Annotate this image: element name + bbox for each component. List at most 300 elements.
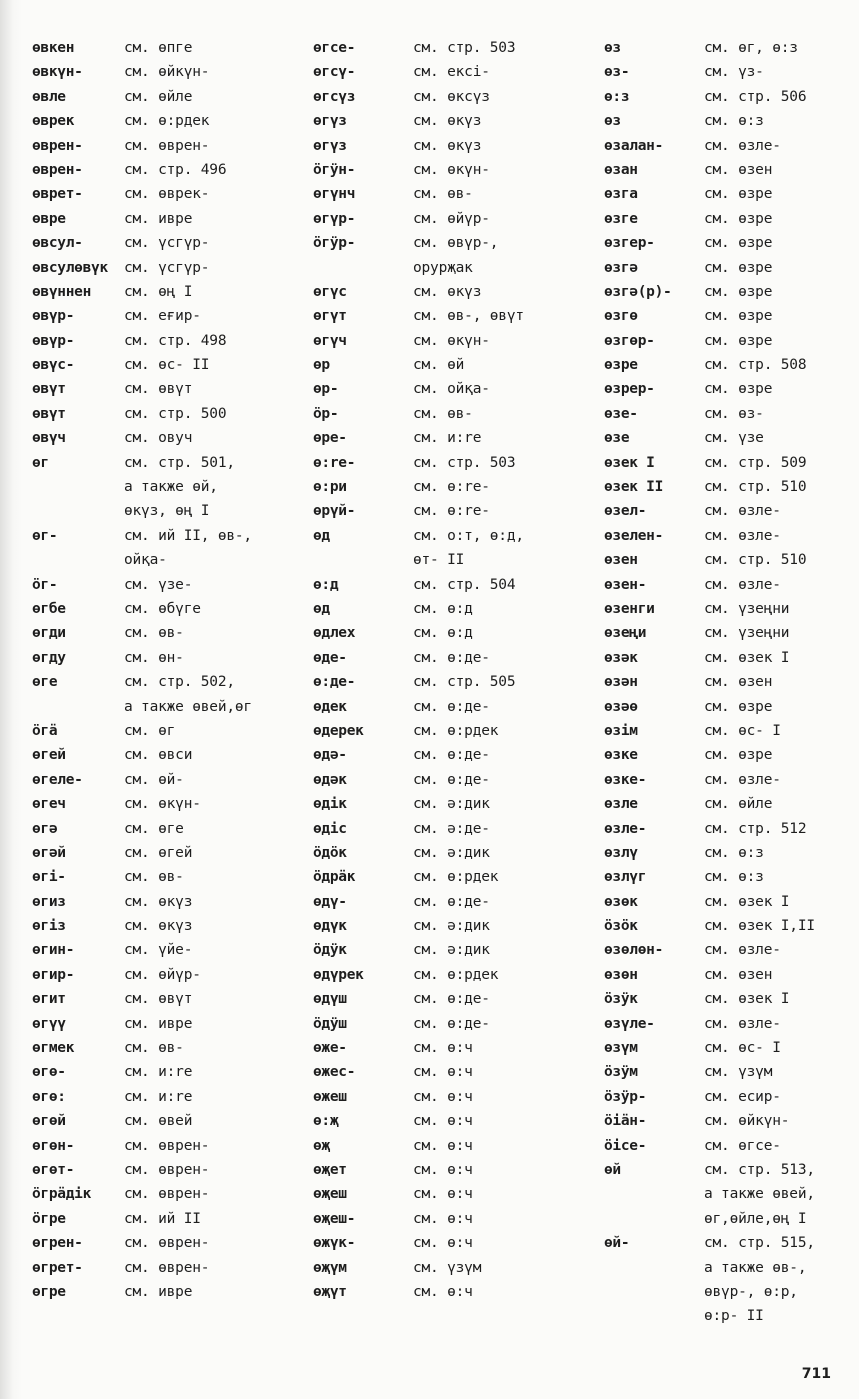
headword: өзәө (604, 698, 638, 715)
cross-reference: см. ө:де- (413, 1015, 490, 1032)
headword: ө:re- (313, 454, 356, 471)
cross-reference: а также өвей,өг (124, 698, 252, 715)
headword: өз- (604, 64, 630, 81)
headword: өврен- (32, 161, 83, 178)
headword: өзүм (604, 1040, 638, 1057)
cross-reference: см. өз- (704, 405, 764, 422)
cross-reference: см. ө:з (704, 113, 764, 130)
headword: өр- (313, 381, 339, 398)
cross-reference: см. өн- (124, 649, 184, 666)
headword: өзре (604, 357, 638, 374)
cross-reference: см. өзре (704, 210, 773, 227)
headword: өгир- (32, 966, 75, 983)
headword: өгрет- (32, 1259, 83, 1276)
headword: өзүле- (604, 1015, 655, 1032)
cross-reference: см. өкүз (413, 113, 482, 130)
cross-reference: см. стр. 498 (124, 332, 227, 349)
headword: өвкүн- (32, 64, 83, 81)
cross-reference: см. өс- I (704, 722, 781, 739)
headword: өврет- (32, 186, 83, 203)
headword: өгей (32, 747, 66, 764)
headword: өврен- (32, 137, 83, 154)
cross-reference: см. ә:дик (413, 844, 490, 861)
cross-reference: см. өзек I,II (704, 918, 815, 935)
headword: өдіс (313, 820, 347, 837)
headword: өзәк (604, 649, 638, 666)
headword: өгре (32, 1283, 66, 1300)
cross-reference: см. өзре (704, 381, 773, 398)
headword: өгө: (32, 1088, 66, 1105)
cross-reference: өкүз, өң I (124, 503, 210, 520)
headword: ө:з (604, 88, 630, 105)
cross-reference: см. өвүр-, (413, 235, 499, 252)
cross-reference: см. ө:де- (413, 771, 490, 788)
cross-reference: см. өйкүн- (124, 64, 210, 81)
cross-reference: см. үсгүр- (124, 259, 210, 276)
cross-reference: а также өв-, (704, 1259, 807, 1276)
headword: өгіз (32, 918, 66, 935)
cross-reference: см. стр. 504 (413, 576, 516, 593)
headword: өге (32, 674, 58, 691)
headword: өгүз (313, 113, 347, 130)
cross-reference: см. ө:з (704, 869, 764, 886)
cross-reference: см. стр. 500 (124, 405, 227, 422)
headword: өгди (32, 625, 66, 642)
headword: өре- (313, 430, 347, 447)
cross-reference: см. өң I (124, 283, 193, 300)
cross-reference: см. өзле- (704, 576, 781, 593)
headword: ӧгӱн- (313, 161, 356, 178)
headword: өвүт (32, 381, 66, 398)
cross-reference: см. ө:рдек (124, 113, 210, 130)
headword: өгүт (313, 308, 347, 325)
cross-reference: см. өйле (704, 796, 773, 813)
cross-reference: см. өврен- (124, 137, 210, 154)
headword: ӧзӱк (604, 991, 638, 1008)
cross-reference: см. ө:ч (413, 1113, 473, 1130)
headword: өгиз (32, 893, 66, 910)
cross-reference: өг,өйле,өң I (704, 1210, 807, 1227)
headword: өгөт- (32, 1161, 75, 1178)
cross-reference: см. стр. 510 (704, 552, 807, 569)
cross-reference: см. еғир- (124, 308, 201, 325)
headword: өз (604, 113, 621, 130)
cross-reference: см. үзүм (704, 1064, 773, 1081)
headword: өзгә(р)- (604, 283, 672, 300)
cross-reference: см. ө:ч (413, 1210, 473, 1227)
headword: өгә (32, 820, 58, 837)
headword: өгүр- (313, 210, 356, 227)
cross-reference: см. өврек- (124, 186, 210, 203)
cross-reference: өвүр-, ө:р, (704, 1283, 798, 1300)
headword: ӧр- (313, 405, 339, 422)
headword: өзе- (604, 405, 638, 422)
headword: өгөй (32, 1113, 66, 1130)
cross-reference: см. өг (124, 722, 176, 739)
cross-reference: см. өв- (124, 1040, 184, 1057)
headword: өй (604, 1161, 621, 1178)
cross-reference: см. өзре (704, 698, 773, 715)
cross-reference: см. өйүр- (124, 966, 201, 983)
headword: өр (313, 357, 330, 374)
headword: өгбе (32, 600, 66, 617)
headword: ӧдӱк (313, 942, 347, 959)
cross-reference: см. ө:д (413, 600, 473, 617)
cross-reference: см. өкүн- (124, 796, 201, 813)
headword: өдерек (313, 722, 364, 739)
cross-reference: см. өг, ө:з (704, 40, 798, 56)
cross-reference: см. өйле (124, 88, 193, 105)
headword: өд (313, 600, 330, 617)
cross-reference: см. үзе- (124, 576, 193, 593)
cross-reference: см. ә:дик (413, 796, 490, 813)
cross-reference: см. өзле- (704, 527, 781, 544)
cross-reference: см. өге (124, 820, 184, 837)
cross-reference: см. стр. 512 (704, 820, 807, 837)
cross-reference: см. иврe (124, 1283, 193, 1300)
page-binding-shadow (0, 0, 22, 1399)
headword: өзгө (604, 308, 638, 325)
cross-reference: см. өгсе- (704, 1137, 781, 1154)
headword: өвкен (32, 40, 75, 56)
headword: өд (313, 527, 330, 544)
headword: ө:де- (313, 674, 356, 691)
headword: өзга (604, 186, 638, 203)
headword: өдлех (313, 625, 356, 642)
cross-reference: см. стр. 508 (704, 357, 807, 374)
cross-reference: см. стр. 513, (704, 1161, 815, 1178)
cross-reference: см. өгей (124, 844, 193, 861)
headword: өгит (32, 991, 66, 1008)
cross-reference: см. өв-, өвүт (413, 308, 524, 325)
headword: өзен- (604, 576, 647, 593)
headword: өврек (32, 113, 75, 130)
cross-reference: см. өзре (704, 259, 773, 276)
headword: ӧзӧк (604, 918, 638, 935)
cross-reference: см. үйе- (124, 942, 193, 959)
headword: өҗет (313, 1161, 347, 1178)
cross-reference: см. ө:де- (413, 698, 490, 715)
headword: өгүч (313, 332, 347, 349)
headword: ӧгӓ (32, 722, 58, 739)
cross-reference: см. өзре (704, 308, 773, 325)
cross-reference: см. өкүн- (413, 332, 490, 349)
cross-reference: см. ө:ч (413, 1137, 473, 1154)
headword: өвүт (32, 405, 66, 422)
headword: ӧзӱм (604, 1064, 638, 1081)
cross-reference: см. өс- II (124, 357, 210, 374)
cross-reference: см. өзле- (704, 1015, 781, 1032)
cross-reference: см. ө:ч (413, 1235, 473, 1252)
headword: өвүр- (32, 308, 75, 325)
cross-reference: см. өвүт (124, 991, 193, 1008)
cross-reference: см. өзен (704, 674, 773, 691)
cross-reference: см. ө:де- (413, 991, 490, 1008)
cross-reference: см. стр. 509 (704, 454, 807, 471)
cross-reference: см. ә:де- (413, 820, 490, 837)
cross-reference: см. үзеңни (704, 600, 790, 617)
cross-reference: см. өзен (704, 966, 773, 983)
headword: өвле (32, 88, 66, 105)
headword: өжеш (313, 1088, 347, 1105)
cross-reference: см. өв- (413, 405, 473, 422)
cross-reference: см. ө:ч (413, 1161, 473, 1178)
headword: өгсү- (313, 64, 356, 81)
headword: өжүк- (313, 1235, 356, 1252)
cross-reference: см. ексi- (413, 64, 490, 81)
cross-reference: см. өв- (124, 625, 184, 642)
cross-reference: см. өвей (124, 1113, 193, 1130)
headword: өзге (604, 210, 638, 227)
headword: өгүз (313, 137, 347, 154)
headword: өзгә (604, 259, 638, 276)
headword: өг- (32, 527, 58, 544)
headword: өгөн- (32, 1137, 75, 1154)
headword: өзалан- (604, 137, 664, 154)
headword: өдүк (313, 918, 347, 935)
headword: өз (604, 40, 621, 56)
cross-reference: см. өбүге (124, 600, 201, 617)
cross-reference: см. ө:re- (413, 503, 490, 520)
headword: ӧдӱш (313, 1015, 347, 1032)
headword: ӧгӱр- (313, 235, 356, 252)
cross-reference: см. өв- (413, 186, 473, 203)
cross-reference: см. үзе (704, 430, 764, 447)
headword: өҗеш- (313, 1210, 356, 1227)
cross-reference: см. стр. 506 (704, 88, 807, 105)
headword: өзелен- (604, 527, 664, 544)
headword: ӧіӓн- (604, 1113, 647, 1130)
cross-reference: см. өзре (704, 283, 773, 300)
cross-reference: см. ө:ч (413, 1064, 473, 1081)
cross-reference: см. стр. 496 (124, 161, 227, 178)
headword: өвүннен (32, 283, 92, 300)
cross-reference: см. өвси (124, 747, 193, 764)
cross-reference: см. есир- (704, 1088, 781, 1105)
cross-reference: см. өзле- (704, 942, 781, 959)
cross-reference: см. ә:дик (413, 942, 490, 959)
cross-reference: см. о:т, ө:д, (413, 527, 524, 544)
headword: өгсе- (313, 40, 356, 56)
headword: өрүй- (313, 503, 356, 520)
cross-reference: см. ө:ч (413, 1040, 473, 1057)
cross-reference: см. ө:re- (413, 479, 490, 496)
headword: өзен (604, 552, 638, 569)
cross-reference: см. өйкүн- (704, 1113, 790, 1130)
cross-reference: см. өксүз (413, 88, 490, 105)
cross-reference: см. стр. 510 (704, 479, 807, 496)
headword: өзле (604, 796, 638, 813)
headword: өгүс (313, 283, 347, 300)
headword: өзөн (604, 966, 638, 983)
headword: өзгөр- (604, 332, 655, 349)
headword: өҗ (313, 1137, 330, 1154)
headword: өзгер- (604, 235, 655, 252)
headword: ө:ри (313, 479, 347, 496)
headword: өгүнч (313, 186, 356, 203)
headword: өзеңи (604, 625, 647, 642)
headword: өгеле- (32, 771, 83, 788)
cross-reference: ө:р- II (704, 1308, 764, 1325)
cross-reference: см. ий II, өв-, (124, 527, 252, 544)
headword: өвүч (32, 430, 66, 447)
headword: өзке- (604, 771, 647, 788)
headword: ө:җ (313, 1113, 339, 1130)
cross-reference: см. өкүз (124, 918, 193, 935)
headword: өгрен- (32, 1235, 83, 1252)
headword: ӧдрӓк (313, 869, 356, 886)
cross-reference: см. өзре (704, 186, 773, 203)
headword: өзім (604, 722, 638, 739)
cross-reference: ойқа- (124, 552, 167, 569)
headword: өвсулөвүк (32, 259, 108, 276)
cross-reference: см. үзеңни (704, 625, 790, 642)
headword: өзек I (604, 454, 655, 471)
headword: өде- (313, 649, 347, 666)
cross-reference: см. өй- (124, 771, 184, 788)
cross-reference: см. өзре (704, 235, 773, 252)
headword: өгө- (32, 1064, 66, 1081)
cross-reference: өт- II (413, 552, 465, 569)
headword: өдәк (313, 771, 347, 788)
headword: өзенги (604, 600, 655, 617)
headword: ө:д (313, 576, 339, 593)
headword: өзөлөн- (604, 942, 664, 959)
cross-reference: см. өзек I (704, 991, 790, 1008)
cross-reference: см. өврен- (124, 1161, 210, 1178)
headword: өзлүг (604, 869, 647, 886)
headword: өвүс- (32, 357, 75, 374)
cross-reference: см. өй (413, 357, 465, 374)
cross-reference: см. стр. 503 (413, 40, 516, 56)
cross-reference: см. стр. 515, (704, 1235, 815, 1252)
headword: өвсул- (32, 235, 83, 252)
headword: өҗеш (313, 1186, 347, 1203)
headword: ӧг- (32, 576, 58, 593)
headword: өзлү (604, 844, 638, 861)
cross-reference: см. и:re (413, 430, 482, 447)
cross-reference: см. өзек I (704, 893, 790, 910)
cross-reference: см. стр. 503 (413, 454, 516, 471)
headword: өзрер- (604, 381, 655, 398)
headword: өзек II (604, 479, 664, 496)
headword: өҗүм (313, 1259, 347, 1276)
cross-reference: см. өвүт (124, 381, 193, 398)
cross-reference: см. ө:де- (413, 747, 490, 764)
headword: өдүш (313, 991, 347, 1008)
cross-reference: см. ә:дик (413, 918, 490, 935)
headword: өзән (604, 674, 638, 691)
cross-reference: см. өзре (704, 332, 773, 349)
headword: өдүрек (313, 966, 364, 983)
cross-reference: см. өврен- (124, 1186, 210, 1203)
headword: өжес- (313, 1064, 356, 1081)
headword: өгин- (32, 942, 75, 959)
cross-reference: см. өкүз (413, 283, 482, 300)
cross-reference: см. и:re (124, 1064, 193, 1081)
headword: өй- (604, 1235, 630, 1252)
cross-reference: см. өврен- (124, 1235, 210, 1252)
cross-reference: см. үз- (704, 64, 764, 81)
headword: өзан (604, 161, 638, 178)
cross-reference: см. и:re (124, 1088, 193, 1105)
cross-reference: см. өзен (704, 161, 773, 178)
headword: өгі- (32, 869, 66, 886)
headword: ӧісе- (604, 1137, 647, 1154)
cross-reference: см. өзре (704, 747, 773, 764)
cross-reference: см. ө:рдек (413, 869, 499, 886)
cross-reference: см. өс- I (704, 1040, 781, 1057)
cross-reference: см. иврe (124, 1015, 193, 1032)
headword: өзке (604, 747, 638, 764)
headword: ӧзӱр- (604, 1088, 647, 1105)
cross-reference: а также өй, (124, 479, 218, 496)
cross-reference: см. өзле- (704, 503, 781, 520)
cross-reference: см. ө:ч (413, 1088, 473, 1105)
cross-reference: см. ойқа- (413, 381, 490, 398)
cross-reference: см. өкүз (413, 137, 482, 154)
cross-reference: см. стр. 501, (124, 454, 235, 471)
cross-reference: см. ө:де- (413, 649, 490, 666)
cross-reference: см. ө:рдек (413, 722, 499, 739)
cross-reference: см. ө:ч (413, 1283, 473, 1300)
headword: өдік (313, 796, 347, 813)
cross-reference: см. өпге (124, 40, 193, 56)
headword: өгәй (32, 844, 66, 861)
headword: ӧгре (32, 1210, 66, 1227)
cross-reference: см. ий II (124, 1210, 201, 1227)
cross-reference: орурҗак (413, 259, 473, 276)
cross-reference: см. өкүз (124, 893, 193, 910)
cross-reference: см. өйүр- (413, 210, 490, 227)
headword: ӧгрӓдік (32, 1186, 92, 1203)
cross-reference: см. ө:д (413, 625, 473, 642)
headword: өгеч (32, 796, 66, 813)
headword: өгүү (32, 1015, 66, 1032)
headword: өдек (313, 698, 347, 715)
headword: өдү- (313, 893, 347, 910)
headword: өзле- (604, 820, 647, 837)
headword: өже- (313, 1040, 347, 1057)
page-number: 711 (801, 1366, 831, 1382)
cross-reference: см. өв- (124, 869, 184, 886)
cross-reference: а также өвей, (704, 1186, 815, 1203)
headword: өгду (32, 649, 66, 666)
cross-reference: см. иврe (124, 210, 193, 227)
cross-reference: см. өзле- (704, 137, 781, 154)
headword: өзел- (604, 503, 647, 520)
cross-reference: см. өврен- (124, 1137, 210, 1154)
headword: өвүр- (32, 332, 75, 349)
cross-reference: см. овуч (124, 430, 193, 447)
headword: өзе (604, 430, 630, 447)
headword: өҗүт (313, 1283, 347, 1300)
headword: өг (32, 454, 49, 471)
cross-reference: см. үзүм (413, 1259, 482, 1276)
cross-reference: см. ө:ч (413, 1186, 473, 1203)
headword: өдә- (313, 747, 347, 764)
cross-reference: см. ө:рдек (413, 966, 499, 983)
headword: өвре (32, 210, 66, 227)
cross-reference: см. ө:з (704, 844, 764, 861)
cross-reference: см. ө:де- (413, 893, 490, 910)
cross-reference: см. өзек I (704, 649, 790, 666)
cross-reference: см. стр. 505 (413, 674, 516, 691)
headword: өзөк (604, 893, 638, 910)
headword: ӧдӧк (313, 844, 347, 861)
cross-reference: см. стр. 502, (124, 674, 235, 691)
headword: өгмек (32, 1040, 75, 1057)
